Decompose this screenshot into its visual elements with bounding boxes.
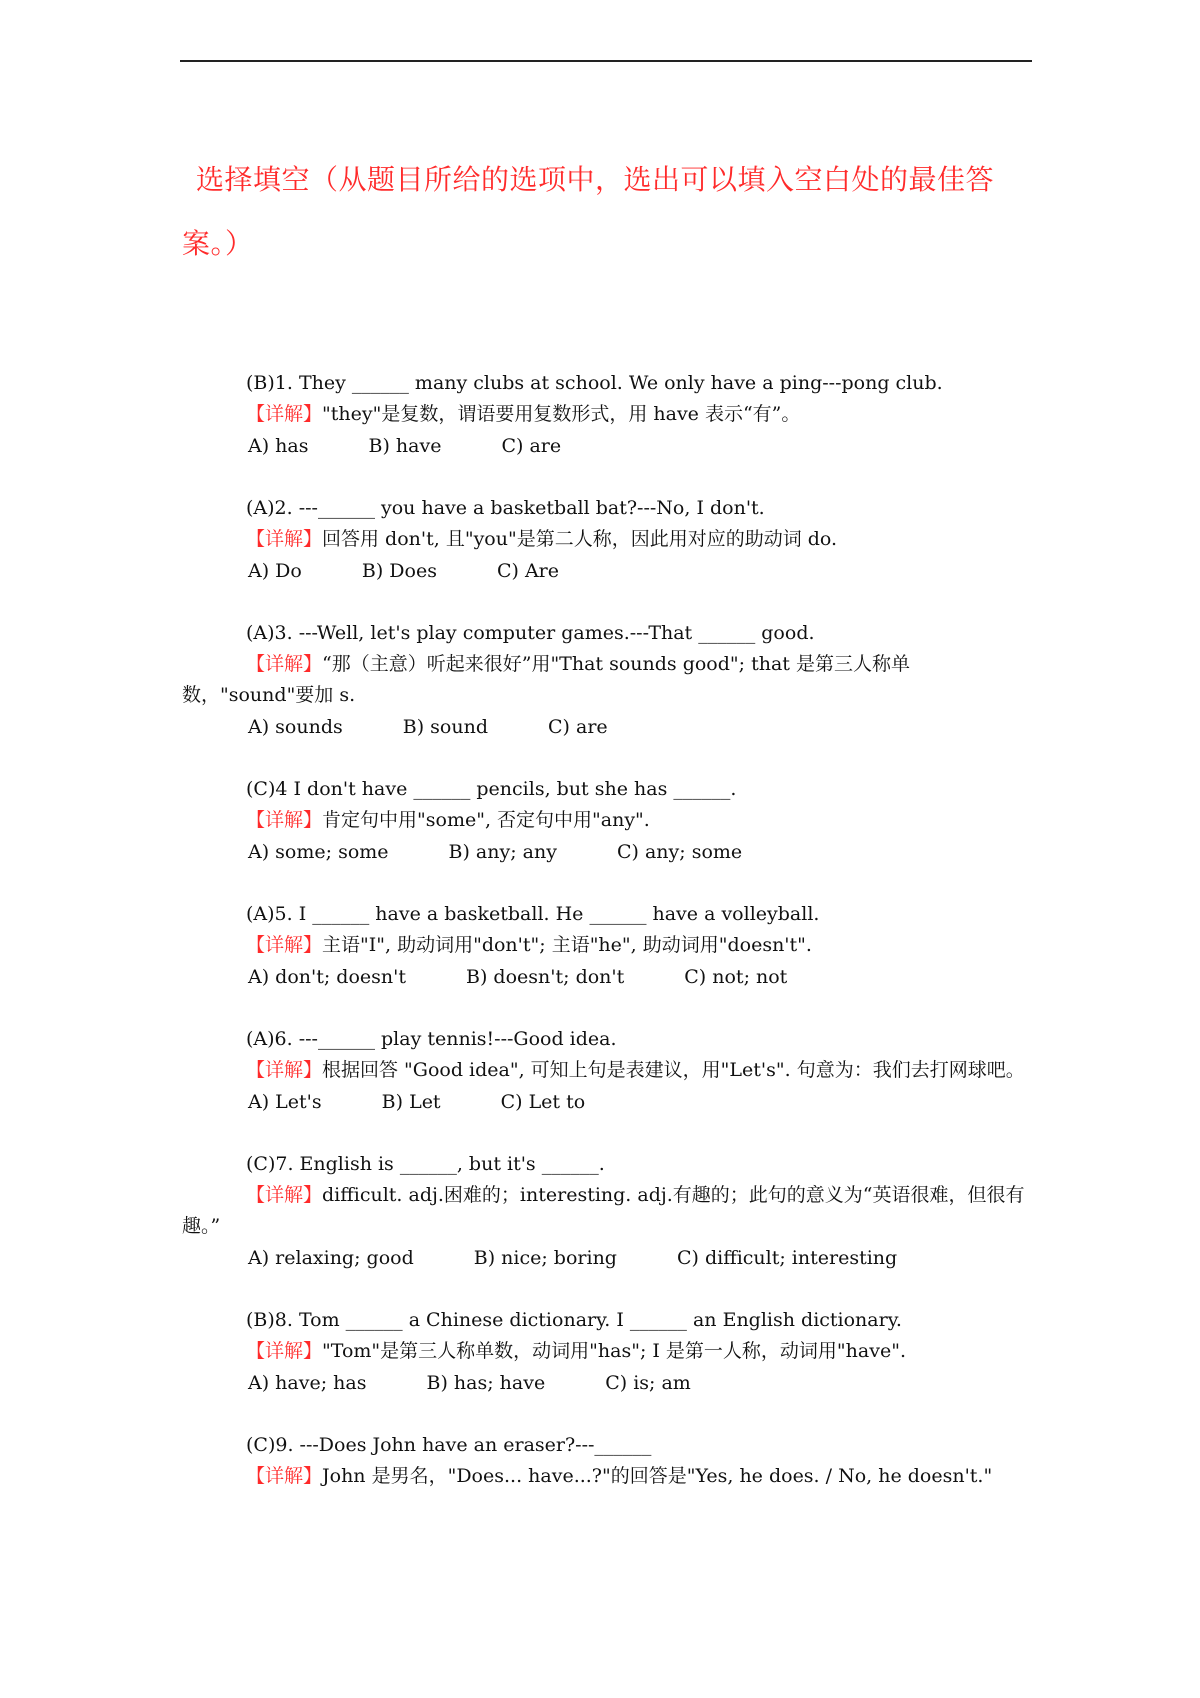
option-c: C) are: [548, 716, 608, 738]
option-b: B) Does: [361, 560, 437, 582]
question-stem: (C)7. English is ______, but it's ______.: [246, 1153, 605, 1175]
question-stem: (B)1. They ______ many clubs at school. We only have a ping---pong club.: [246, 372, 943, 394]
explanation-tag: 【详解】: [246, 403, 323, 425]
option-b: B) has; have: [426, 1372, 546, 1394]
option-a: A) some; some: [248, 841, 389, 863]
option-a: A) don't; doesn't: [248, 966, 407, 988]
question-explanation: [182, 930, 1034, 961]
option-b: B) nice; boring: [473, 1247, 617, 1269]
question-explanation: [182, 399, 1034, 430]
question-explanation: [182, 649, 1034, 711]
question-stem: (B)8. Tom ______ a Chinese dictionary. I ______ an English dictionary.: [246, 1309, 902, 1331]
question-explanation: [182, 1336, 1034, 1367]
question-8: [182, 1305, 1034, 1400]
option-c: C) are: [501, 435, 562, 457]
option-c: C) any; some: [616, 841, 743, 863]
answer-options: [182, 711, 1034, 744]
explanation-text: 肯定句中用"some", 否定句中用"any".: [322, 809, 650, 831]
header-rule: [180, 60, 1032, 62]
explanation-text: difficult. adj.困难的；interesting. adj.有趣的；此句的意义为“英语很难，但很有趣。”: [182, 1184, 1025, 1237]
answer-options: [182, 1086, 1034, 1119]
explanation-text: "Tom"是第三人称单数，动词用"has"; I 是第一人称，动词用"have".: [322, 1340, 906, 1362]
question-3: [182, 618, 1034, 744]
question-stem: (A)6. ---______ play tennis!---Good idea.: [246, 1028, 617, 1050]
explanation-text: “那（主意）听起来很好”用"That sounds good"; that 是第三人称单数，"sound"要加 s.: [182, 653, 910, 706]
answer-options: [182, 1367, 1034, 1400]
question-1: [182, 368, 1034, 463]
explanation-text: John 是男名，"Does... have...?"的回答是"Yes, he does. / No, he doesn't.": [322, 1465, 993, 1487]
option-a: A) sounds: [248, 716, 343, 738]
option-c: C) not; not: [684, 966, 788, 988]
answer-options: [182, 961, 1034, 994]
explanation-tag: 【详解】: [246, 528, 323, 550]
question-6: [182, 1024, 1034, 1119]
option-a: A) Do: [248, 560, 302, 582]
question-2: [182, 493, 1034, 588]
explanation-text: 根据回答 "Good idea", 可知上句是表建议，用"Let's". 句意为：我们去打网球吧。: [322, 1059, 1025, 1081]
option-c: C) Let to: [500, 1091, 586, 1113]
question-stem: (A)2. ---______ you have a basketball bat?---No, I don't.: [246, 497, 765, 519]
explanation-tag: 【详解】: [246, 934, 323, 956]
option-b: B) have: [368, 435, 442, 457]
question-list: [182, 368, 1034, 1522]
question-9: [182, 1430, 1034, 1492]
option-c: C) Are: [496, 560, 559, 582]
question-explanation: [182, 1055, 1034, 1086]
answer-options: [182, 836, 1034, 869]
question-explanation: [182, 1180, 1034, 1242]
explanation-text: 主语"I", 助动词用"don't"; 主语"he", 助动词用"doesn't".: [322, 934, 812, 956]
explanation-tag: 【详解】: [246, 1059, 323, 1081]
question-explanation: [182, 1461, 1034, 1492]
explanation-text: 回答用 don't, 且"you"是第二人称，因此用对应的助动词 do.: [322, 528, 838, 550]
option-b: B) any; any: [448, 841, 557, 863]
option-a: A) have; has: [248, 1372, 367, 1394]
section-heading: 选择填空（从题目所给的选项中，选出可以填入空白处的最佳答案。）: [182, 163, 995, 260]
question-stem: (A)3. ---Well, let's play computer games.---That ______ good.: [246, 622, 815, 644]
question-7: [182, 1149, 1034, 1275]
explanation-tag: 【详解】: [246, 653, 323, 675]
question-4: [182, 774, 1034, 869]
explanation-tag: 【详解】: [246, 1340, 323, 1362]
option-b: B) sound: [402, 716, 488, 738]
question-stem: (A)5. I ______ have a basketball. He ______ have a volleyball.: [246, 903, 820, 925]
question-5: [182, 899, 1034, 994]
option-c: C) is; am: [605, 1372, 691, 1394]
answer-options: [182, 1242, 1034, 1275]
explanation-text: "they"是复数，谓语要用复数形式，用 have 表示“有”。: [322, 403, 801, 425]
option-b: B) doesn't; don't: [466, 966, 625, 988]
option-a: A) Let's: [248, 1091, 322, 1113]
option-a: A) relaxing; good: [248, 1247, 414, 1269]
question-stem: (C)9. ---Does John have an eraser?---______: [246, 1434, 652, 1456]
answer-options: [182, 430, 1034, 463]
explanation-tag: 【详解】: [246, 1465, 323, 1487]
question-explanation: [182, 524, 1034, 555]
explanation-tag: 【详解】: [246, 809, 323, 831]
option-a: A) has: [248, 435, 309, 457]
question-explanation: [182, 805, 1034, 836]
explanation-tag: 【详解】: [246, 1184, 323, 1206]
option-b: B) Let: [381, 1091, 441, 1113]
question-stem: (C)4 I don't have ______ pencils, but she has ______.: [246, 778, 737, 800]
option-c: C) difficult; interesting: [676, 1247, 898, 1269]
answer-options: [182, 555, 1034, 588]
